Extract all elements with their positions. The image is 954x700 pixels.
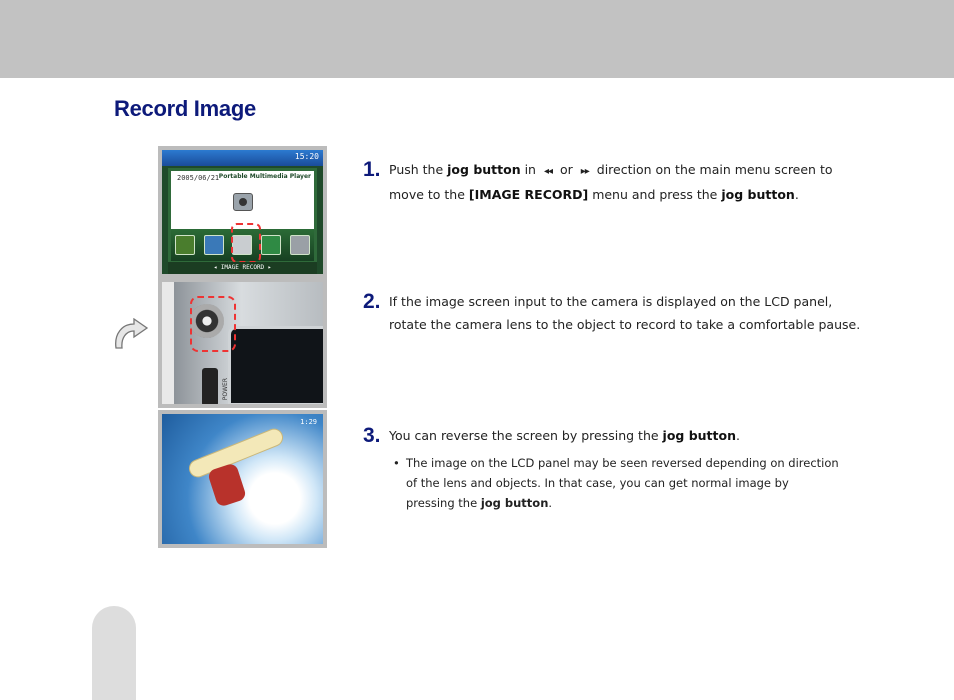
text: Push the	[389, 162, 448, 177]
menu-body	[168, 168, 317, 264]
jog-button-term: jog button	[721, 187, 795, 202]
snow-background	[162, 414, 323, 544]
fast-forward-icon: ▸▸	[580, 166, 589, 177]
bullet-icon: •	[393, 456, 400, 470]
note-text: .	[548, 496, 553, 510]
step-3	[363, 424, 863, 513]
page-title: Record Image	[114, 96, 256, 121]
selection-highlight	[231, 223, 261, 263]
step-text: If the image screen input to the camera is displayed on the LCD panel, rotate the camera lens to the object to record to take a comfortable pause.	[389, 294, 861, 332]
rotate-arrow-icon	[110, 318, 150, 350]
jog-button-term: jog button	[662, 428, 736, 443]
step-number: 1.	[363, 158, 381, 181]
preview-osd: 1:29	[300, 418, 317, 426]
menu-date: 2005/06/21	[177, 174, 220, 182]
text: .	[736, 428, 740, 443]
camera-lens-image	[158, 278, 327, 408]
status-bar	[162, 150, 323, 166]
lens-highlight	[190, 296, 236, 352]
note-text: The image on the LCD panel may be seen reversed depending on direction of the lens and objects. In that case, you can get normal image by pressing the	[406, 456, 839, 510]
preview-image	[158, 410, 327, 548]
rewind-icon: ◂◂	[543, 166, 552, 177]
step-number: 3.	[363, 424, 381, 447]
camera-icon	[233, 193, 253, 211]
step-2	[363, 290, 863, 336]
step-text	[389, 158, 863, 206]
power-label: POWER	[222, 378, 229, 401]
menu-brand: Portable Multimedia Player	[218, 173, 311, 180]
text: You can reverse the screen by pressing the	[389, 428, 663, 443]
step-number: 2.	[363, 290, 381, 313]
video-icon	[175, 235, 195, 255]
text: in	[520, 162, 540, 177]
step-text	[389, 424, 863, 447]
jog-button-term: jog button	[480, 496, 549, 510]
jog-button-term: jog button	[447, 162, 521, 177]
text: menu and press the	[588, 187, 722, 202]
menu-screen-image	[158, 146, 327, 278]
menu-caption: ◂ IMAGE RECORD ▸	[168, 262, 317, 274]
step-1	[363, 158, 863, 206]
tools-icon	[290, 235, 310, 255]
text: or	[556, 162, 577, 177]
page-tab	[92, 606, 136, 700]
power-switch	[202, 368, 218, 406]
lcd-panel	[228, 326, 327, 406]
text: direction on the main menu screen to move to the	[389, 162, 833, 202]
note-bullet	[389, 453, 839, 513]
text: .	[794, 187, 799, 202]
book-icon	[261, 235, 281, 255]
header-band	[0, 0, 954, 78]
image-record-term: [IMAGE RECORD]	[468, 187, 589, 202]
clock: 15:20	[294, 152, 319, 161]
photo-icon	[204, 235, 224, 255]
